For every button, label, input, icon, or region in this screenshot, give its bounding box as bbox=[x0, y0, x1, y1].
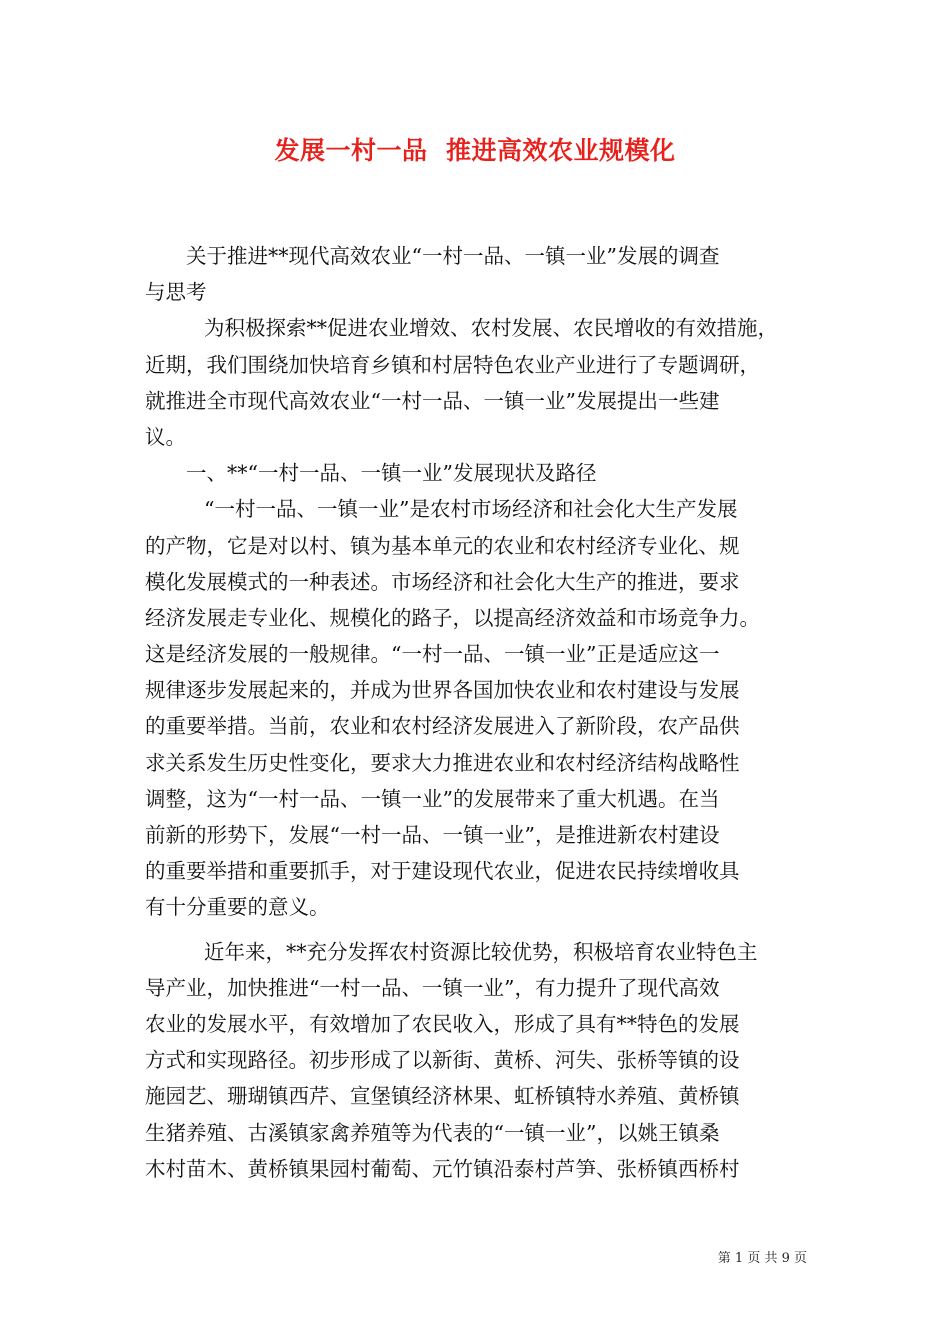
paragraph-line: “一村一品、一镇一业”是农村市场经济和社会化大生产发展 bbox=[204, 497, 738, 522]
paragraph-line: 规律逐步发展起来的，并成为世界各国加快农业和农村建设与发展 bbox=[145, 678, 740, 703]
section-heading: 一、**“一村一品、一镇一业”发展现状及路径 bbox=[186, 461, 597, 486]
paragraph-line: 生猪养殖、古溪镇家禽养殖等为代表的“一镇一业”，以姚王镇桑 bbox=[145, 1120, 720, 1145]
subtitle-line: 关于推进**现代高效农业“一村一品、一镇一业”发展的调查 bbox=[186, 244, 720, 268]
paragraph-line: 的重要举措。当前，农业和农村经济发展进入了新阶段，农产品供 bbox=[145, 714, 740, 739]
paragraph-line: 求关系发生历史性变化，要求大力推进农业和农村经济结构战略性 bbox=[145, 750, 740, 775]
paragraph-line: 的产物，它是对以村、镇为基本单元的农业和农村经济专业化、规 bbox=[145, 533, 740, 558]
intro-line: 就推进全市现代高效农业“一村一品、一镇一业”发展提出一些建 bbox=[145, 388, 720, 413]
intro-line: 议。 bbox=[145, 424, 186, 449]
subtitle-line: 与思考 bbox=[145, 280, 207, 305]
paragraph-line: 农业的发展水平，有效增加了农民收入，形成了具有**特色的发展 bbox=[145, 1011, 740, 1036]
paragraph-line: 前新的形势下，发展“一村一品、一镇一业”，是推进新农村建设 bbox=[145, 823, 720, 847]
paragraph-line: 近年来，**充分发挥农村资源比较优势，积极培育农业特色主 bbox=[204, 939, 758, 964]
paragraph-line: 方式和实现路径。初步形成了以新街、黄桥、河失、张桥等镇的设 bbox=[145, 1048, 740, 1073]
paragraph-line: 这是经济发展的一般规律。“一村一品、一镇一业”正是适应这一 bbox=[145, 642, 720, 667]
paragraph-line: 模化发展模式的一种表述。市场经济和社会化大生产的推进，要求 bbox=[145, 569, 740, 594]
paragraph-line: 导产业，加快推进“一村一品、一镇一业”，有力提升了现代高效 bbox=[145, 975, 720, 1000]
intro-line: 为积极探索**促进农业增效、农村发展、农民增收的有效措施， bbox=[204, 316, 778, 341]
document-body bbox=[145, 238, 815, 1187]
paragraph-line: 施园艺、珊瑚镇西芹、宣堡镇经济林果、虹桥镇特水养殖、黄桥镇 bbox=[145, 1084, 740, 1109]
page-number: 第 1 页 共 9 页 bbox=[717, 1251, 807, 1266]
paragraph-line: 的重要举措和重要抓手，对于建设现代农业，促进农民持续增收具 bbox=[145, 859, 740, 884]
paragraph-gap bbox=[145, 926, 815, 934]
document-title: 发展一村一品 推进高效农业规模化 bbox=[274, 136, 676, 165]
intro-line: 近期，我们围绕加快培育乡镇和村居特色农业产业进行了专题调研， bbox=[145, 352, 760, 377]
paragraph-line: 木村苗木、黄桥镇果园村葡萄、元竹镇沿泰村芦笋、张桥镇西桥村 bbox=[145, 1156, 740, 1181]
paragraph-line: 经济发展走专业化、规模化的路子，以提高经济效益和市场竞争力。 bbox=[145, 605, 760, 630]
paragraph-line: 有十分重要的意义。 bbox=[145, 895, 330, 920]
paragraph-line: 调整，这为“一村一品、一镇一业”的发展带来了重大机遇。在当 bbox=[145, 786, 720, 811]
